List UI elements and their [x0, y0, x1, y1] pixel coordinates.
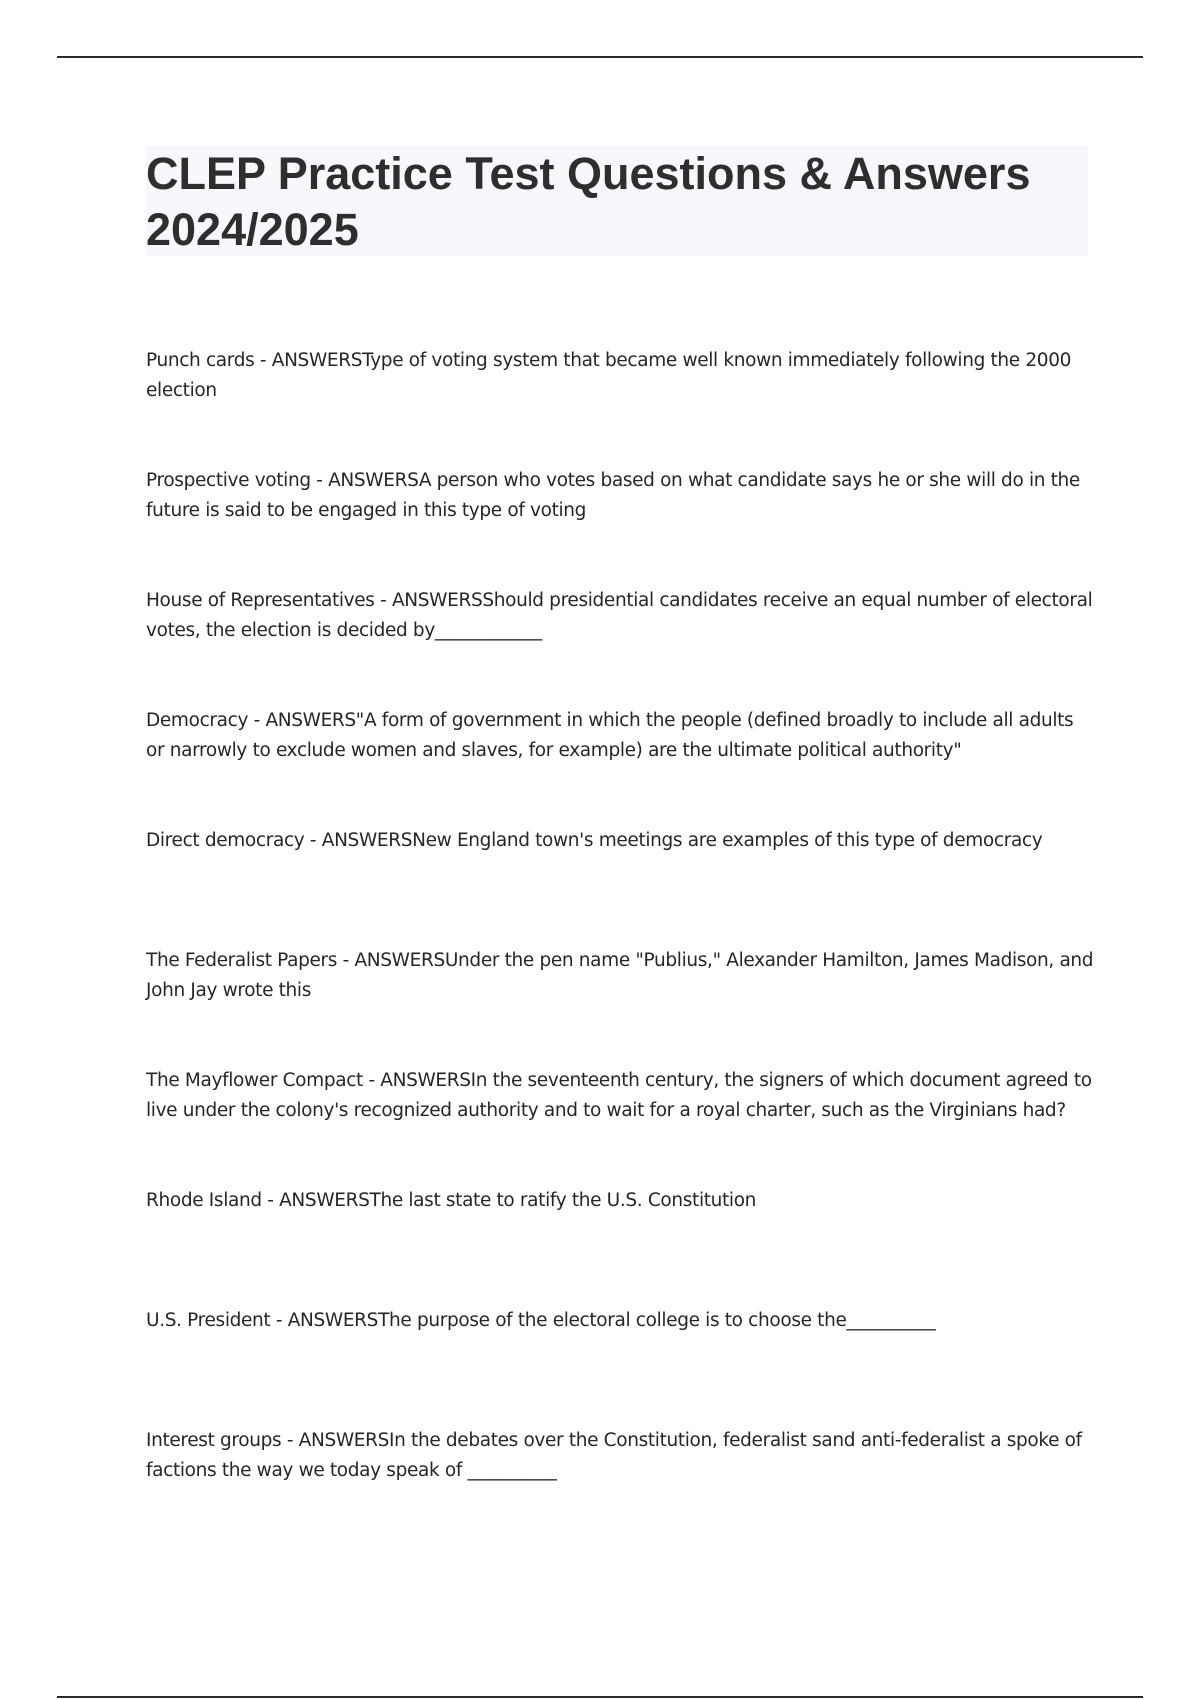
qa-item: Democracy - ANSWERS"A form of government in which the people (defined broadly to include all adults or narrowly to exclude women and slaves, for example) are the ultimate political authority": [146, 710, 1074, 761]
document-title: CLEP Practice Test Questions & Answers 2024/2025: [146, 148, 1031, 255]
top-divider: [57, 56, 1143, 58]
qa-item: Rhode Island - ANSWERSThe last state to ratify the U.S. Constitution: [146, 1190, 757, 1211]
qa-item: The Federalist Papers - ANSWERSUnder the pen name "Publius," Alexander Hamilton, James Madison, and John Jay wrote this: [146, 950, 1094, 1001]
qa-item: U.S. President - ANSWERSThe purpose of the electoral college is to choose the__________: [146, 1310, 936, 1331]
qa-item: Prospective voting - ANSWERSA person who votes based on what candidate says he or she will do in the future is said to be engaged in this type of voting: [146, 470, 1080, 521]
qa-item: House of Representatives - ANSWERSShould presidential candidates receive an equal number of electoral votes, the election is decided by____________: [146, 590, 1093, 641]
qa-list: [146, 346, 1096, 1546]
qa-item: Interest groups - ANSWERSIn the debates over the Constitution, federalist sand anti-federalist a spoke of factions the way we today speak of __________: [146, 1430, 1082, 1481]
qa-item: The Mayflower Compact - ANSWERSIn the seventeenth century, the signers of which document agreed to live under the colony's recognized authority and to wait for a royal charter, such as the Virginians had?: [146, 1070, 1092, 1121]
bottom-divider: [57, 1696, 1143, 1698]
qa-item: Punch cards - ANSWERSType of voting system that became well known immediately following the 2000 election: [146, 350, 1072, 401]
qa-item: Direct democracy - ANSWERSNew England town's meetings are examples of this type of democracy: [146, 830, 1043, 851]
